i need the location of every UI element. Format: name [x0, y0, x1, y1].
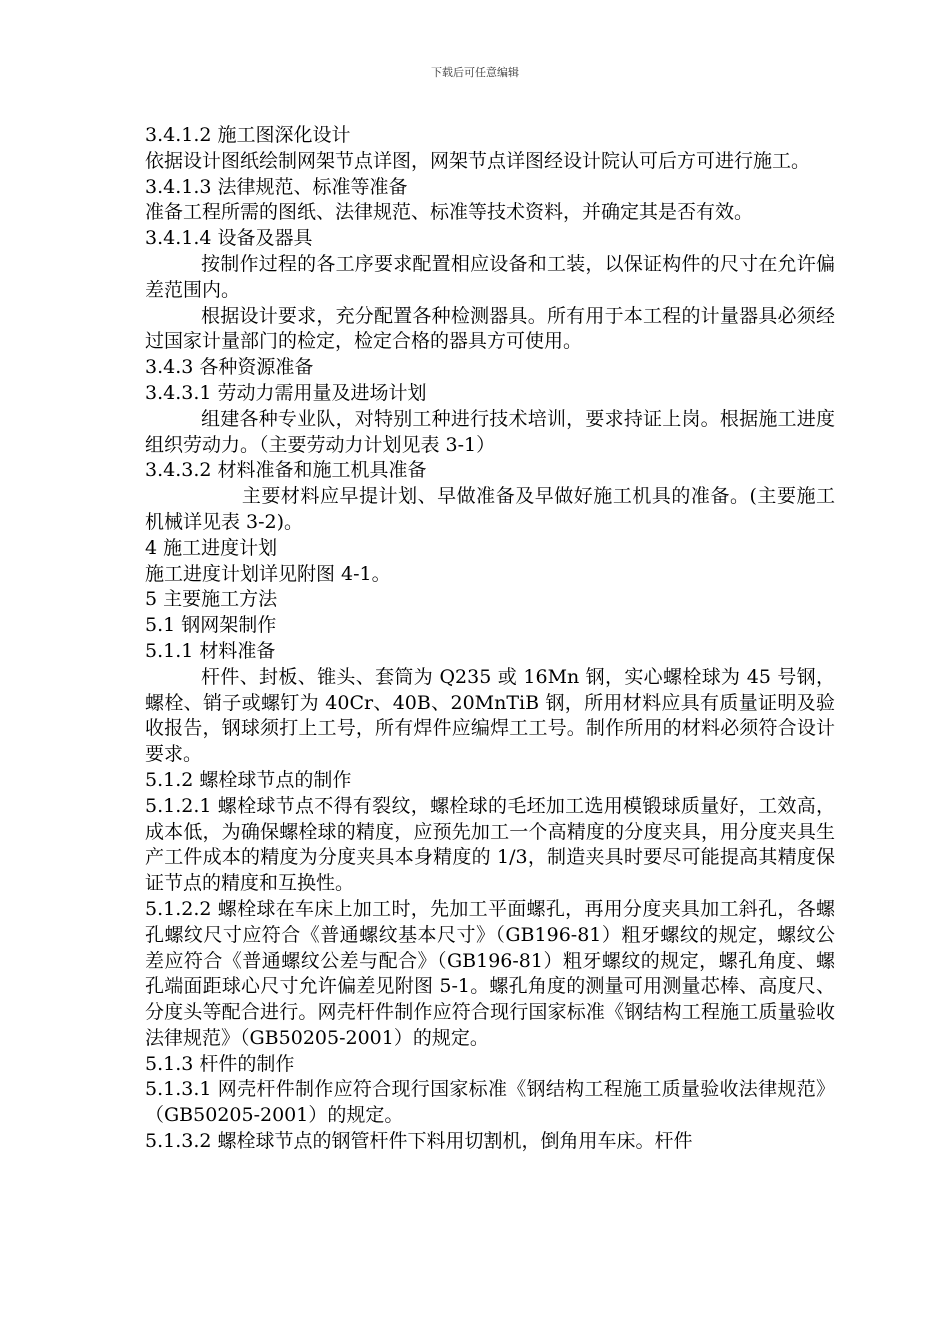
heading-5: 5 主要施工方法: [145, 588, 278, 611]
heading-5-1: 5.1 钢网架制作: [145, 614, 277, 637]
paragraph-5-1-2-1: 5.1.2.1 螺栓球节点不得有裂纹，螺栓球的毛坯加工选用模锻球质量好，工效高，成本低，为确保螺栓球的精度，应预先加工一个高精度的分度夹具，用分度夹具生产工件成本的精度为分度夹具本身精度的 1/3，制造夹具时要尽可能提高其精度保证节点的精度和互换性。: [145, 794, 835, 895]
paragraph-5-1-3-2: 5.1.3.2 螺栓球节点的钢管杆件下料用切割机，倒角用车床。杆件: [145, 1130, 693, 1153]
heading-3-4-3: 3.4.3 各种资源准备: [145, 356, 314, 379]
paragraph-detail-design: 依据设计图纸绘制网架节点详图，网架节点详图经设计院认可后方可进行施工。: [145, 149, 811, 172]
heading-3-4-3-1: 3.4.3.1 劳动力需用量及进场计划: [145, 381, 427, 404]
paragraph-material-prep: 杆件、封板、锥头、套筒为 Q235 或 16Mn 钢，实心螺栓球为 45 号钢，螺栓、销子或螺钉为 40Cr、40B、20MnTiB 钢，所用材料应具有质量证明及验收报告，钢球须打上工号，所有焊件应编焊工工号。制作所用的材料必须符合设计要求。: [145, 665, 835, 766]
heading-3-4-1-3: 3.4.1.3 法律规范、标准等准备: [145, 175, 408, 198]
heading-3-4-3-2: 3.4.3.2 材料准备和施工机具准备: [145, 459, 427, 482]
heading-3-4-1-2: 3.4.1.2 施工图深化设计: [145, 124, 351, 146]
paragraph-5-1-3-1: 5.1.3.1 网壳杆件制作应符合现行国家标准《钢结构工程施工质量验收法律规范》（GB50205-2001）的规定。: [145, 1078, 835, 1127]
paragraph-instruments: 根据设计要求，充分配置各种检测器具。所有用于本工程的计量器具必须经过国家计量部门的检定，检定合格的器具方可使用。: [145, 304, 835, 353]
heading-3-4-1-4: 3.4.1.4 设备及器具: [145, 227, 313, 250]
paragraph-labor: 组建各种专业队，对特别工种进行技术培训，要求持证上岗。根据施工进度组织劳动力。（主要劳动力计划见表 3-1）: [145, 407, 835, 456]
paragraph-schedule: 施工进度计划详见附图 4-1。: [145, 562, 391, 585]
paragraph-5-1-2-2: 5.1.2.2 螺栓球在车床上加工时，先加工平面螺孔，再用分度夹具加工斜孔，各螺孔螺纹尺寸应符合《普通螺纹基本尺寸》（GB196-81）粗牙螺纹的规定，螺纹公差应符合《普通螺纹公差与配合》（GB196-81）粗牙螺纹的规定，螺孔角度、螺孔端面距球心尺寸允许偏差见附图 5-1。螺孔角度的测量可用测量芯棒、高度尺、分度头等配合进行。网壳杆件制作应符合现行国家标准《钢结构工程施工质量验收法律规范》（GB50205-2001）的规定。: [145, 897, 835, 1049]
document-body: [145, 123, 835, 1155]
heading-5-1-1: 5.1.1 材料准备: [145, 639, 276, 662]
heading-5-1-3: 5.1.3 杆件的制作: [145, 1052, 295, 1075]
paragraph-standards-prep: 准备工程所需的图纸、法律规范、标准等技术资料，并确定其是否有效。: [145, 201, 754, 224]
paragraph-equipment: 按制作过程的各工序要求配置相应设备和工装，以保证构件的尺寸在允许偏差范围内。: [145, 252, 835, 301]
heading-4: 4 施工进度计划: [145, 536, 278, 559]
page-header-note: 下载后可任意编辑: [431, 66, 519, 79]
heading-5-1-2: 5.1.2 螺栓球节点的制作: [145, 768, 352, 791]
paragraph-materials-machinery: 主要材料应早提计划、早做准备及早做好施工机具的准备。(主要施工机械详见表 3-2)。: [145, 485, 835, 533]
